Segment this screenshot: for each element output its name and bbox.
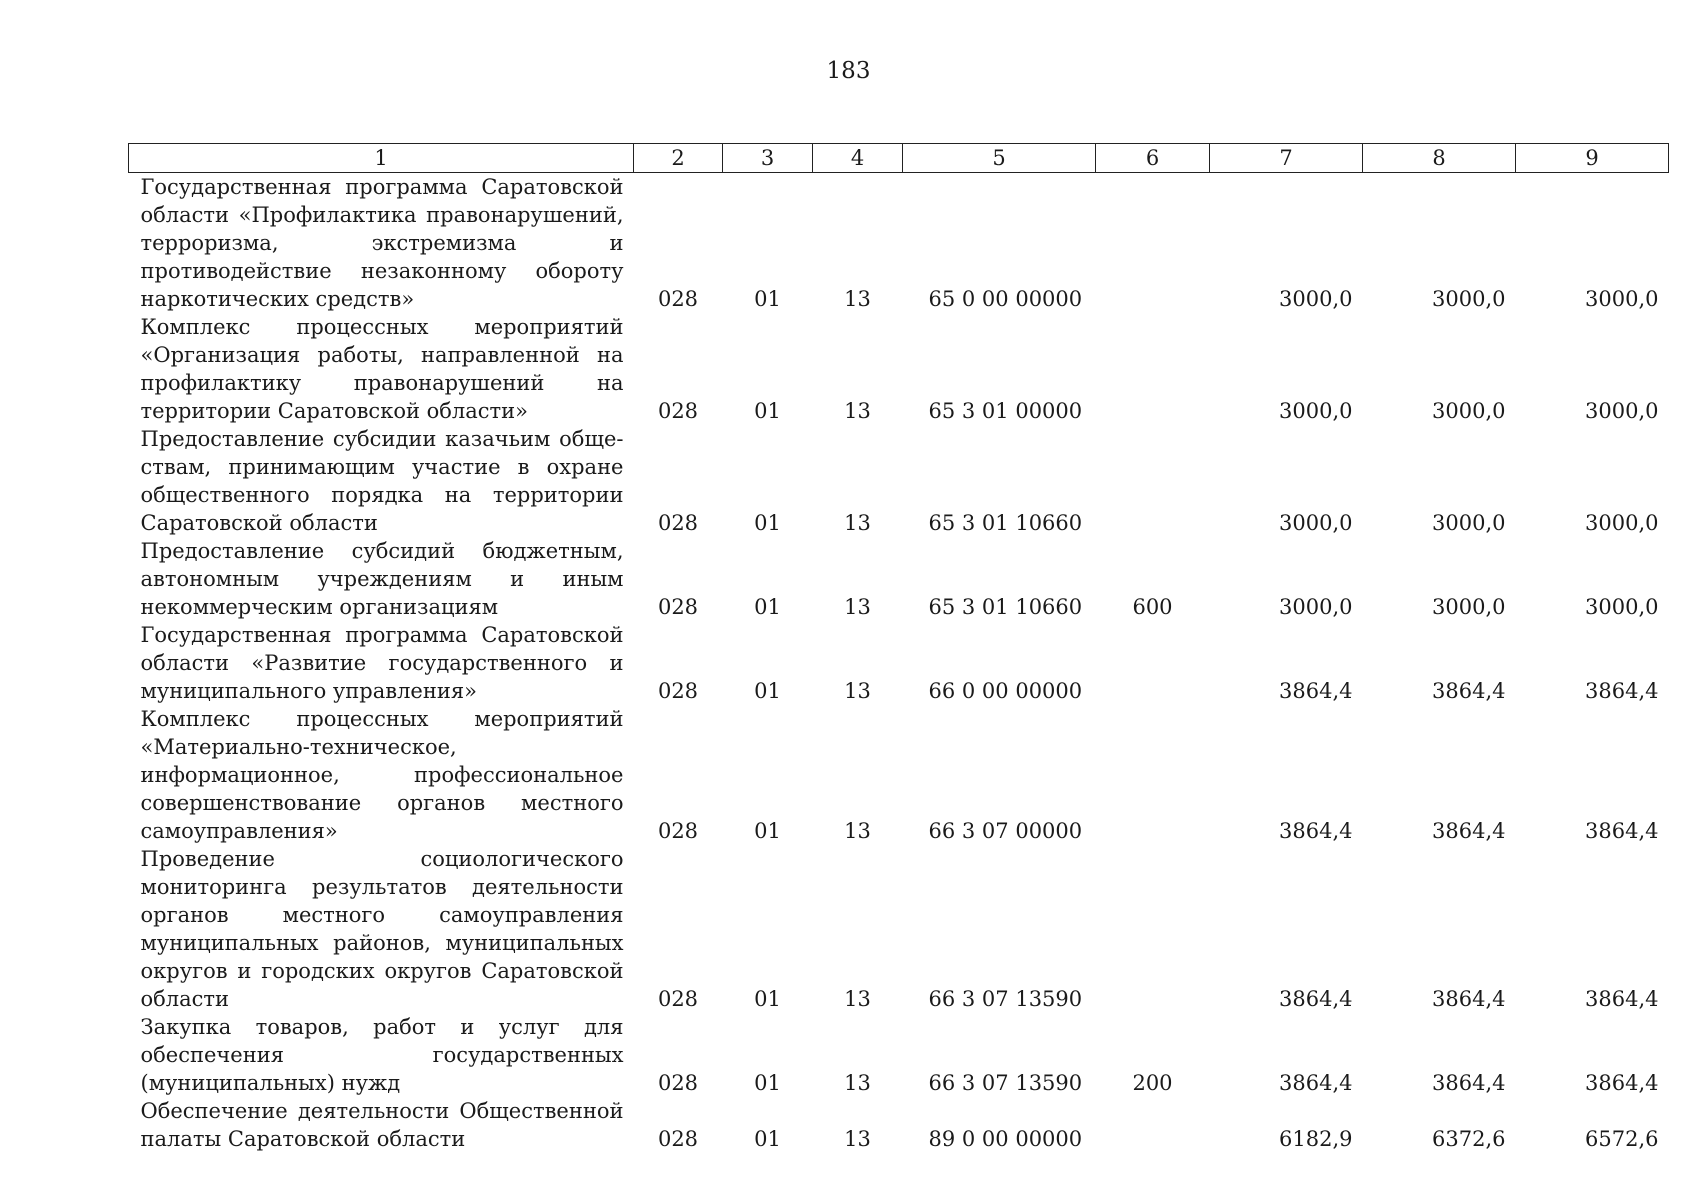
cell-col9: 3000,0 bbox=[1585, 287, 1659, 311]
table-row bbox=[129, 1013, 1669, 1097]
cell-col4: 13 bbox=[844, 679, 871, 703]
cell-col2: 028 bbox=[657, 511, 699, 535]
column-header: 1 bbox=[129, 144, 634, 173]
cell-col2: 028 bbox=[657, 595, 699, 619]
cell-col3: 01 bbox=[754, 987, 781, 1011]
column-header: 4 bbox=[813, 144, 903, 173]
cell-col8: 3000,0 bbox=[1432, 287, 1506, 311]
cell-col8: 3864,4 bbox=[1432, 1071, 1506, 1095]
row-name: Государственная программа Саратовской области «Профилактика правонарушений, терроризма, экстремизма и противодействие незаконному обороту наркотических средств» bbox=[140, 175, 624, 311]
cell-col5: 66 0 00 00000 bbox=[928, 679, 1083, 703]
row-name: Предоставление субсидии казачьим обществам, принимающим участие в охране общественного порядка на территории Саратовской области bbox=[140, 427, 624, 535]
cell-col6 bbox=[1096, 1097, 1210, 1153]
column-header: 9 bbox=[1516, 144, 1669, 173]
column-header: 2 bbox=[634, 144, 723, 173]
cell-col7: 3864,4 bbox=[1279, 679, 1353, 703]
header-row bbox=[129, 144, 1669, 173]
cell-col5: 66 3 07 00000 bbox=[928, 819, 1083, 843]
cell-col4: 13 bbox=[844, 511, 871, 535]
cell-col3: 01 bbox=[754, 679, 781, 703]
cell-col8: 3000,0 bbox=[1432, 595, 1506, 619]
column-header: 7 bbox=[1210, 144, 1363, 173]
cell-col3: 01 bbox=[754, 595, 781, 619]
cell-col4: 13 bbox=[844, 1127, 871, 1151]
cell-col6 bbox=[1096, 425, 1210, 537]
cell-col3: 01 bbox=[754, 399, 781, 423]
cell-col9: 6572,6 bbox=[1585, 1127, 1659, 1151]
cell-col2: 028 bbox=[657, 987, 699, 1011]
cell-col9: 3864,4 bbox=[1585, 1071, 1659, 1095]
cell-col4: 13 bbox=[844, 987, 871, 1011]
cell-col3: 01 bbox=[754, 1071, 781, 1095]
cell-col7: 3864,4 bbox=[1279, 987, 1353, 1011]
cell-col5: 66 3 07 13590 bbox=[928, 987, 1083, 1011]
row-name: Обеспечение деятельности Общественной палаты Саратовской области bbox=[140, 1099, 624, 1151]
cell-col6 bbox=[1096, 173, 1210, 314]
row-name: Государственная программа Саратовской области «Развитие государственного и муниципального управления» bbox=[140, 623, 624, 703]
table-row bbox=[129, 313, 1669, 425]
column-header: 8 bbox=[1363, 144, 1516, 173]
cell-col7: 3864,4 bbox=[1279, 819, 1353, 843]
cell-col5: 65 0 00 00000 bbox=[928, 287, 1083, 311]
cell-col7: 3000,0 bbox=[1279, 287, 1353, 311]
cell-col2: 028 bbox=[657, 679, 699, 703]
cell-col6 bbox=[1096, 313, 1210, 425]
table-row bbox=[129, 537, 1669, 621]
cell-col9: 3000,0 bbox=[1585, 595, 1659, 619]
cell-col7: 3000,0 bbox=[1279, 511, 1353, 535]
cell-col4: 13 bbox=[844, 287, 871, 311]
table-row bbox=[129, 705, 1669, 845]
row-name: Предоставление субсидий бюджетным, автономным учреждениям и иным некоммерческим организациям bbox=[140, 539, 624, 619]
cell-col6 bbox=[1096, 621, 1210, 705]
cell-col9: 3000,0 bbox=[1585, 511, 1659, 535]
cell-col2: 028 bbox=[657, 399, 699, 423]
cell-col8: 3864,4 bbox=[1432, 987, 1506, 1011]
cell-col2: 028 bbox=[657, 287, 699, 311]
row-name: Проведение социологического мониторинга результатов деятельности органов местного самоуправления муниципальных районов, муниципальных округов и городских округов Саратовской области bbox=[140, 847, 624, 1011]
table-row bbox=[129, 621, 1669, 705]
cell-col6 bbox=[1096, 705, 1210, 845]
cell-col8: 3864,4 bbox=[1432, 679, 1506, 703]
cell-col8: 6372,6 bbox=[1432, 1127, 1506, 1151]
cell-col3: 01 bbox=[754, 1127, 781, 1151]
cell-col5: 65 3 01 10660 bbox=[928, 511, 1083, 535]
table-row bbox=[129, 425, 1669, 537]
cell-col8: 3000,0 bbox=[1432, 511, 1506, 535]
cell-col9: 3864,4 bbox=[1585, 679, 1659, 703]
cell-col3: 01 bbox=[754, 287, 781, 311]
cell-col8: 3000,0 bbox=[1432, 399, 1506, 423]
cell-col7: 3000,0 bbox=[1279, 399, 1353, 423]
table-row bbox=[129, 173, 1669, 314]
cell-col2: 028 bbox=[657, 819, 699, 843]
cell-col9: 3864,4 bbox=[1585, 987, 1659, 1011]
cell-col8: 3864,4 bbox=[1432, 819, 1506, 843]
cell-col5: 89 0 00 00000 bbox=[928, 1127, 1083, 1151]
cell-col7: 3000,0 bbox=[1279, 595, 1353, 619]
row-name: Комплекс процессных мероприятий «Материально-техническое, информационное, профессиональное совершенствование органов местного самоуправления» bbox=[140, 707, 624, 843]
cell-col5: 65 3 01 00000 bbox=[928, 399, 1083, 423]
cell-col6: 200 bbox=[1132, 1071, 1173, 1095]
cell-col7: 6182,9 bbox=[1279, 1127, 1353, 1151]
column-header: 3 bbox=[723, 144, 813, 173]
cell-col4: 13 bbox=[844, 595, 871, 619]
page-number: 183 bbox=[826, 58, 871, 84]
column-header: 5 bbox=[903, 144, 1096, 173]
table-row bbox=[129, 845, 1669, 1013]
cell-col4: 13 bbox=[844, 819, 871, 843]
cell-col3: 01 bbox=[754, 511, 781, 535]
cell-col6: 600 bbox=[1132, 595, 1173, 619]
cell-col7: 3864,4 bbox=[1279, 1071, 1353, 1095]
cell-col2: 028 bbox=[657, 1071, 699, 1095]
cell-col9: 3000,0 bbox=[1585, 399, 1659, 423]
cell-col5: 66 3 07 13590 bbox=[928, 1071, 1083, 1095]
cell-col6 bbox=[1096, 845, 1210, 1013]
cell-col3: 01 bbox=[754, 819, 781, 843]
budget-table bbox=[128, 143, 1669, 1153]
column-header: 6 bbox=[1096, 144, 1210, 173]
cell-col5: 65 3 01 10660 bbox=[928, 595, 1083, 619]
row-name: Закупка товаров, работ и услуг для обеспечения государственных (муниципальных) нужд bbox=[140, 1015, 624, 1095]
cell-col4: 13 bbox=[844, 399, 871, 423]
table-row bbox=[129, 1097, 1669, 1153]
row-name: Комплекс процессных мероприятий «Организация работы, направленной на профилактику правонарушений на территории Саратовской области» bbox=[140, 315, 624, 423]
cell-col9: 3864,4 bbox=[1585, 819, 1659, 843]
cell-col4: 13 bbox=[844, 1071, 871, 1095]
cell-col2: 028 bbox=[657, 1127, 699, 1151]
